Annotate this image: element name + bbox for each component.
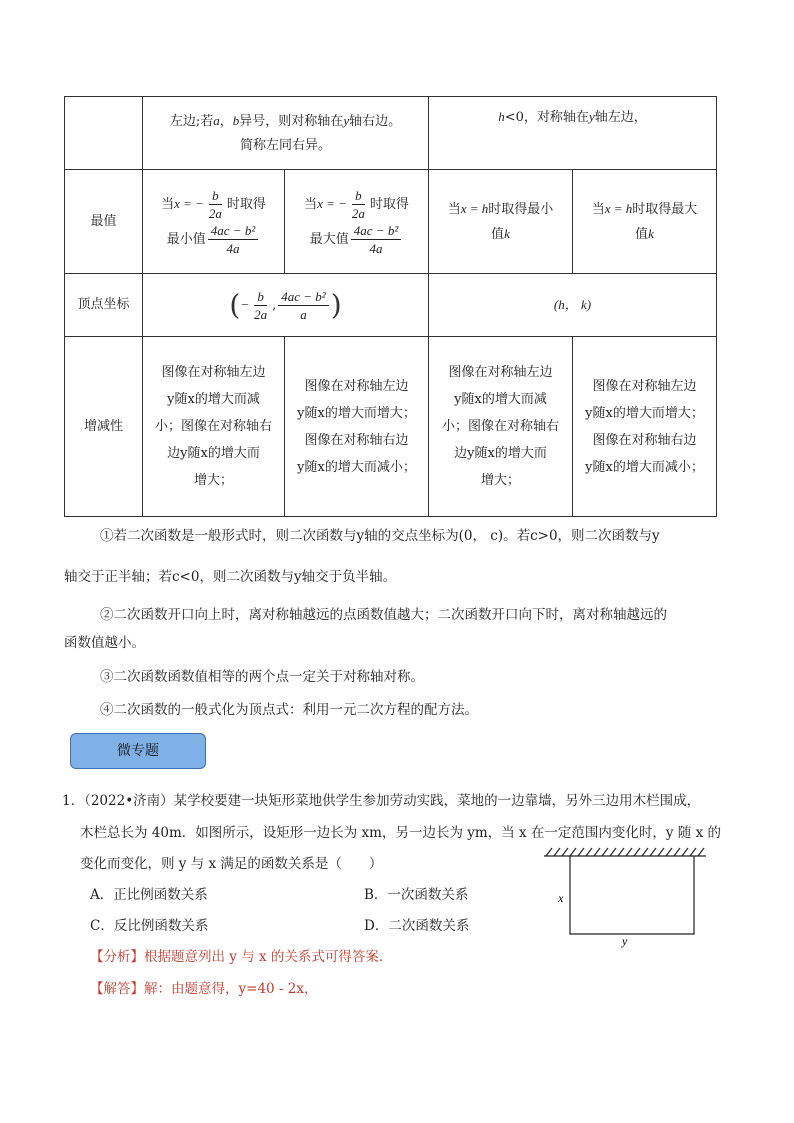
table-cell — [573, 337, 717, 517]
garden-figure — [540, 844, 710, 948]
cell-line: 图像在对称轴左边 — [161, 365, 266, 380]
cell-line: 小；图像在对称轴右 — [441, 419, 559, 434]
math-expr: x = h — [460, 200, 489, 216]
table-cell — [429, 97, 717, 170]
cell-text: 轴左边， — [594, 110, 647, 125]
cell-line: y随x的增大而减小； — [585, 459, 704, 475]
cell-line: 图像在对称轴左边 — [304, 378, 409, 394]
math-expr: x = h — [604, 200, 633, 216]
table-cell — [143, 337, 285, 517]
cell-text: 值 — [491, 226, 505, 242]
option-c[interactable]: C．反比例函数关系 — [90, 918, 209, 934]
fraction-numerator: 4ac − b² — [278, 288, 328, 306]
fraction-denominator: 2a — [351, 205, 365, 221]
cell-text: 轴右边。 — [349, 113, 402, 129]
fraction-denominator: a — [300, 306, 307, 322]
fraction — [278, 288, 328, 323]
cell-text: 时取得 — [226, 196, 266, 212]
cell-text: 当 — [447, 201, 461, 217]
fraction — [349, 187, 368, 222]
fraction-denominator: 2a — [208, 205, 222, 221]
fraction-denominator: 2a — [254, 306, 268, 322]
math-expr: x = − — [317, 195, 347, 211]
table-row-label: 顶点坐标 — [65, 274, 143, 337]
cell-line: 边y随x的增大而 — [454, 446, 547, 461]
note-3: ③二次函数函数值相等的两个点一定关于对称轴对称。 — [100, 669, 424, 685]
math-var: y — [588, 109, 595, 124]
table-cell — [65, 97, 143, 170]
cell-text: 异号，则对称轴在 — [239, 113, 344, 129]
cell-text: 时取得最大 — [632, 201, 698, 217]
cell-text: 当 — [161, 196, 175, 212]
wall-hatching — [546, 848, 704, 856]
option-d[interactable]: D．二次函数关系 — [364, 918, 470, 934]
properties-table — [64, 96, 717, 517]
vertex-coordinates: (h， k) — [429, 274, 717, 337]
math-var: b — [232, 112, 240, 128]
table-cell — [143, 97, 429, 170]
cell-line: 图像在对称轴左边 — [448, 365, 553, 380]
fraction — [206, 187, 225, 222]
note-2-line-1: ②二次函数开口向上时，离对称轴越远的点函数值越大；二次函数开口向下时，离对称轴越远的 — [100, 607, 667, 623]
table-row-label: 增减性 — [65, 337, 143, 517]
fraction-numerator: b — [352, 187, 365, 205]
fraction-numerator: b — [254, 288, 267, 306]
cell-line: y随x的增大而增大； — [585, 405, 704, 421]
fence-rectangle — [570, 856, 694, 934]
math-var: k — [648, 225, 654, 241]
question-line-1: 1．（2022•济南）某学校要建一块矩形菜地供学生参加劳动实践，菜地的一边靠墙，另外三边用木栏围成， — [62, 793, 701, 809]
cell-line: 边y随x的增大而 — [167, 446, 260, 461]
note-4: ④二次函数的一般式化为顶点式：利用一元二次方程的配方法。 — [100, 702, 478, 718]
fraction-denominator: 4a — [369, 240, 383, 256]
fraction-numerator: b — [209, 187, 222, 205]
cell-line: 小；图像在对称轴右 — [154, 419, 272, 434]
table-row — [65, 97, 717, 170]
fraction-denominator: 4a — [226, 240, 240, 256]
fraction-numerator: 4ac − b² — [351, 222, 401, 240]
table-cell — [429, 170, 573, 274]
note-1-line-2: 轴交于正半轴；若c<0，则二次函数与y轴交于负半轴。 — [64, 569, 397, 585]
math-var: a — [213, 112, 220, 128]
option-a[interactable]: A．正比例函数关系 — [90, 887, 208, 903]
cell-text: 当 — [591, 201, 605, 217]
cell-text: 最大值 — [309, 231, 349, 247]
question-line-2: 木栏总长为 40m．如图所示，设矩形一边长为 xm，另一边长为 ym，当 x 在一定范围内变化时，y 随 x 的 — [80, 825, 722, 841]
label-y: y — [622, 934, 628, 948]
table-row — [65, 337, 717, 517]
option-b[interactable]: B．一次函数关系 — [364, 887, 469, 903]
cell-line: 增大； — [193, 473, 233, 488]
cell-line: y随x的增大而增大； — [297, 405, 416, 421]
table-cell — [285, 170, 429, 274]
table-row-label: 最值 — [65, 170, 143, 274]
cell-text: ， — [219, 113, 233, 129]
cell-line: 图像在对称轴右边 — [592, 432, 697, 448]
math-var: k — [504, 225, 510, 241]
section-button[interactable]: 微专题 — [70, 733, 206, 769]
cell-text: 时取得最小 — [488, 201, 554, 217]
right-paren: ) — [330, 288, 342, 321]
left-paren: ( — [229, 288, 241, 321]
cell-line: y随x的增大而减 — [454, 392, 547, 407]
cell-text: <0，对称轴在 — [504, 110, 589, 125]
cell-text: 当 — [304, 196, 318, 212]
cell-text: 时取得 — [369, 196, 409, 212]
cell-line: 图像在对称轴左边 — [592, 378, 697, 394]
cell-text: 值 — [635, 226, 649, 242]
analysis-text: 【分析】根据题意列出 y 与 x 的关系式可得答案． — [90, 949, 393, 965]
note-2-line-2: 函数值越小。 — [64, 635, 145, 651]
table-cell — [429, 337, 573, 517]
table-row — [65, 170, 717, 274]
cell-line: 图像在对称轴右边 — [304, 432, 409, 448]
fraction — [251, 288, 270, 323]
cell-text: 简称左同右异。 — [239, 137, 331, 153]
table-cell — [285, 337, 429, 517]
label-x: x — [558, 891, 564, 905]
minus-sign: − — [240, 296, 250, 312]
math-var: h — [498, 109, 505, 124]
math-var: y — [343, 112, 350, 128]
table-cell — [143, 170, 285, 274]
fraction — [208, 222, 258, 257]
cell-line: y随x的增大而减小； — [297, 459, 416, 475]
cell-line: 增大； — [480, 473, 520, 488]
table-cell — [143, 274, 429, 337]
math-expr: x = − — [174, 195, 204, 211]
fraction — [351, 222, 401, 257]
cell-text: 最小值 — [166, 231, 206, 247]
note-1-line-1: ①若二次函数是一般形式时，则二次函数与y轴的交点坐标为(0， c)。若c>0，则二次函数与y — [100, 528, 660, 544]
answer-text: 【解答】解：由题意得，y=40 - 2x， — [90, 981, 318, 997]
table-cell — [573, 170, 717, 274]
table-row — [65, 274, 717, 337]
comma: , — [272, 297, 277, 313]
question-line-3: 变化而变化，则 y 与 x 满足的函数关系是（ ） — [80, 856, 383, 872]
fraction-numerator: 4ac − b² — [208, 222, 258, 240]
cell-line: y随x的增大而减 — [167, 392, 260, 407]
cell-text: 左边;若 — [169, 113, 214, 129]
